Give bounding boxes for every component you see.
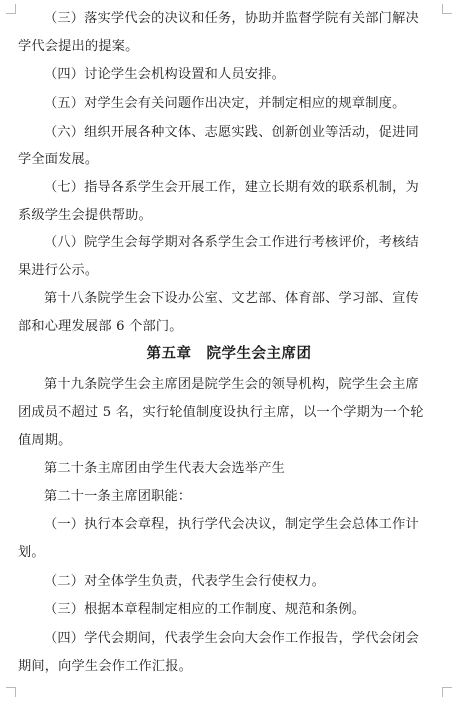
paragraph-line: 第二十条主席团由学生代表大会选举产生: [44, 461, 285, 476]
paragraph-line: 第十八条院学生会下设办公室、文艺部、体育部、学习部、宣传: [44, 291, 419, 306]
paragraph-line: 果进行公示。: [18, 263, 99, 278]
paragraph-line: 第十九条院学生会主席团是院学生会的领导机构，院学生会主席: [44, 377, 419, 392]
paragraph-line: 学全面发展。: [18, 152, 99, 167]
paragraph-line: 划。: [18, 545, 45, 560]
paragraph-line: 部和心理发展部 6 个部门。: [18, 319, 183, 334]
paragraph-line: 系级学生会提供帮助。: [18, 208, 152, 223]
paragraph-line: 值周期。: [18, 433, 72, 448]
paragraph-line: 期间，向学生会作工作汇报。: [18, 659, 193, 674]
paragraph-line: （一）执行本会章程，执行学代会决议，制定学生会总体工作计: [44, 517, 419, 532]
paragraph-line: （六）组织开展各种文体、志愿实践、创新创业等活动，促进同: [44, 125, 419, 140]
paragraph-line: （五）对学生会有关问题作出决定，并制定相应的规章制度。: [44, 96, 406, 111]
paragraph-line: （七）指导各系学生会开展工作，建立长期有效的联系机制，为: [44, 180, 419, 195]
paragraph-line: （三）根据本章程制定相应的工作制度、规范和条例。: [44, 602, 366, 617]
paragraph-line: （八）院学生会每学期对各系学生会工作进行考核评价，考核结: [44, 235, 419, 250]
paragraph-line: （四）讨论学生会机构设置和人员安排。: [44, 67, 285, 82]
paragraph-line: （四）学代会期间，代表学生会向大会作工作报告，学代会闭会: [44, 631, 419, 646]
crop-mark-top-left: [6, 4, 16, 14]
crop-mark-bottom-left: [6, 687, 16, 697]
crop-mark-bottom-right: [442, 687, 452, 697]
paragraph-line: （二）对全体学生负责，代表学生会行使权力。: [44, 574, 326, 589]
chapter-heading: 第五章 院学生会主席团: [146, 346, 312, 362]
paragraph-line: 第二十一条主席团职能：: [44, 489, 192, 504]
paragraph-line: （三）落实学代会的决议和任务，协助并监督学院有关部门解决: [44, 11, 419, 26]
paragraph-line: 团成员不超过 5 名，实行轮值制度设执行主席，以一个学期为一个轮: [18, 405, 424, 420]
paragraph-line: 学代会提出的提案。: [18, 39, 139, 54]
